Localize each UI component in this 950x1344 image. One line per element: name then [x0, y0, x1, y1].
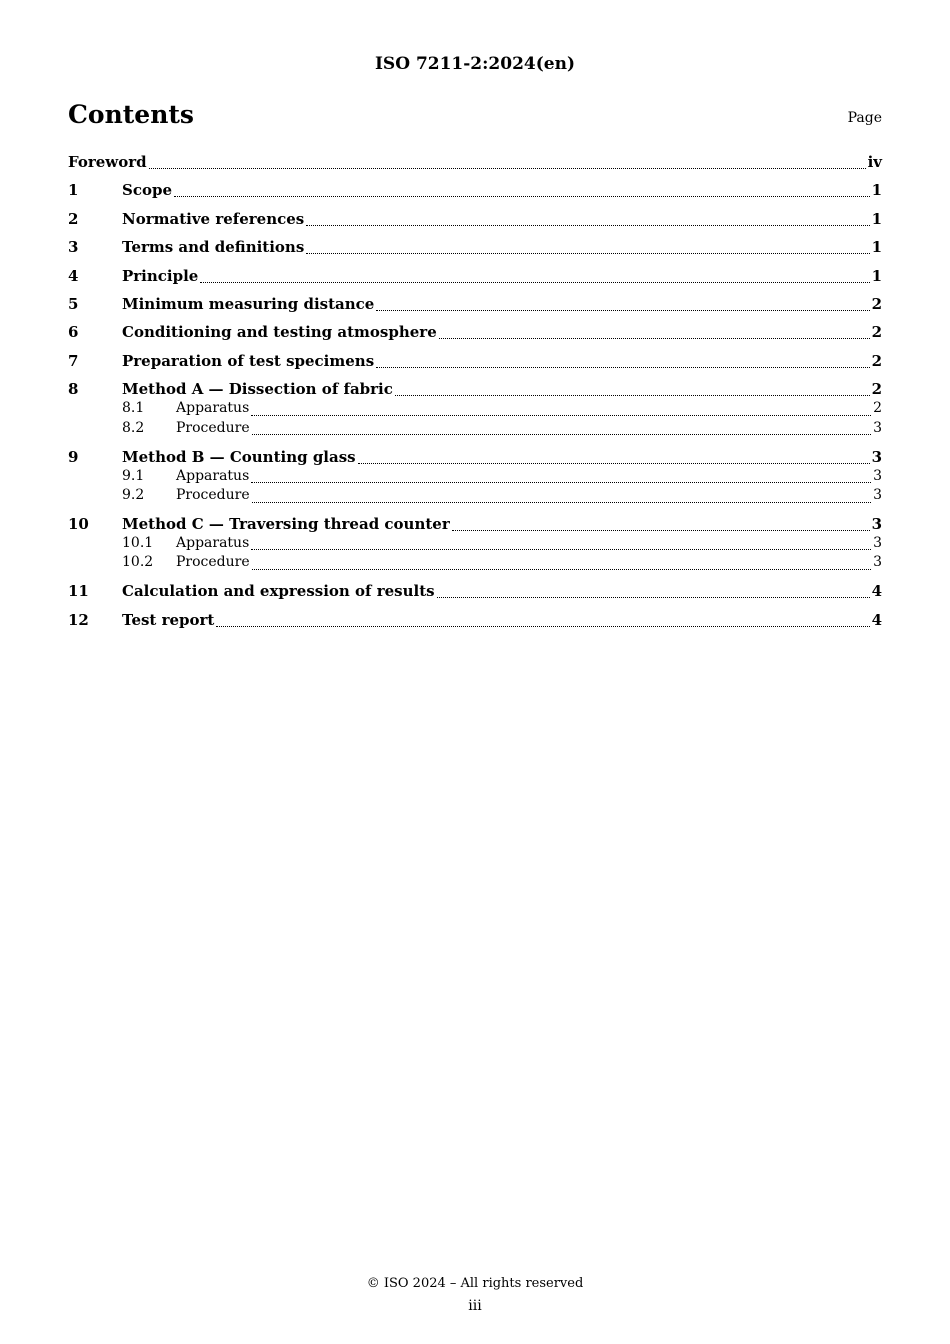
toc-entry-title: Apparatus	[176, 534, 250, 551]
toc-entry-8[interactable]	[68, 380, 882, 400]
toc-entry-title: Test report	[122, 610, 215, 629]
toc-entry-number: 5	[68, 294, 79, 313]
toc-entry-title: Scope	[122, 181, 173, 200]
toc-entry-page: 3	[873, 467, 882, 484]
toc-entry-title: Procedure	[176, 487, 250, 504]
toc-entry-4[interactable]	[68, 267, 882, 287]
toc-entry-number: 11	[68, 582, 89, 601]
leader-dots	[437, 596, 870, 598]
leader-dots	[252, 501, 871, 503]
toc-entry-11[interactable]	[68, 582, 882, 602]
toc-entry-page: 3	[873, 487, 882, 504]
toc-entry-number: 2	[68, 209, 79, 228]
toc-entry-page: 4	[871, 610, 882, 629]
toc-entry-5[interactable]	[68, 295, 882, 315]
toc-entry-title: Method C — Traversing thread counter	[122, 514, 450, 533]
toc-entry-page: 2	[871, 351, 882, 370]
toc-entry-8-2[interactable]	[68, 420, 882, 440]
toc-entry-page: 3	[873, 419, 882, 436]
toc-entry-3[interactable]	[68, 238, 882, 258]
toc-entry-title: Conditioning and testing atmosphere	[122, 323, 437, 342]
toc-entry-number: 8.1	[122, 400, 145, 417]
leader-dots	[252, 433, 871, 435]
toc-entry-number: 10.1	[122, 534, 154, 551]
toc-entry-10[interactable]	[68, 515, 882, 535]
toc-entry-1[interactable]	[68, 181, 882, 201]
toc-entry-9-2[interactable]	[68, 487, 882, 507]
toc-entry-number: 10	[68, 514, 89, 533]
toc-entry-page: 2	[873, 400, 882, 417]
toc-entry-number: 9.2	[122, 487, 145, 504]
toc-entry-title: Foreword	[68, 153, 147, 171]
toc-entry-page: 1	[871, 238, 882, 257]
toc-entry-9[interactable]	[68, 448, 882, 468]
toc-entry-title: Apparatus	[176, 467, 250, 484]
leader-dots	[452, 529, 870, 531]
toc-entry-10-2[interactable]	[68, 554, 882, 574]
toc-entry-7[interactable]	[68, 352, 882, 372]
toc-entry-number: 10.2	[122, 554, 154, 571]
toc-entry-12[interactable]	[68, 611, 882, 631]
toc-entry-number: 6	[68, 323, 79, 342]
leader-dots	[376, 309, 869, 311]
leader-dots	[251, 548, 871, 550]
page-number: iii	[468, 1298, 482, 1314]
toc-entry-page: 3	[871, 514, 882, 533]
toc-entry-number: 7	[68, 351, 79, 370]
leader-dots	[306, 252, 869, 254]
leader-dots	[149, 167, 866, 169]
toc-entry-number: 9.1	[122, 467, 145, 484]
toc-entry-title: Normative references	[122, 209, 305, 228]
toc-entry-number: 12	[68, 610, 89, 629]
leader-dots	[376, 366, 869, 368]
leader-dots	[306, 224, 869, 226]
leader-dots	[358, 462, 870, 464]
leader-dots	[395, 394, 870, 396]
toc-entry-page: iv	[867, 153, 882, 171]
leader-dots	[200, 281, 869, 283]
toc-entry-10-1[interactable]	[68, 535, 882, 555]
toc-entry-title: Minimum measuring distance	[122, 294, 375, 313]
toc-entry-title: Preparation of test specimens	[122, 351, 375, 370]
toc-entry-title: Calculation and expression of results	[122, 582, 435, 601]
leader-dots	[174, 195, 870, 197]
leader-dots	[252, 568, 871, 570]
leader-dots	[251, 414, 871, 416]
toc-entry-foreword[interactable]	[68, 153, 882, 173]
toc-entry-6[interactable]	[68, 323, 882, 343]
toc-entry-number: 3	[68, 238, 79, 257]
toc-entry-page: 3	[873, 554, 882, 571]
toc-entry-2[interactable]	[68, 210, 882, 230]
toc-entry-page: 1	[871, 209, 882, 228]
page-column-label: Page	[847, 110, 882, 126]
document-id-header: ISO 7211-2:2024(en)	[374, 54, 575, 74]
toc-entry-page: 4	[871, 582, 882, 601]
leader-dots	[439, 337, 870, 339]
toc-entry-title: Principle	[122, 266, 199, 285]
toc-entry-title: Terms and definitions	[122, 238, 305, 257]
toc-entry-number: 4	[68, 266, 79, 285]
toc-entry-page: 2	[871, 294, 882, 313]
toc-entry-page: 2	[871, 323, 882, 342]
toc-entry-8-1[interactable]	[68, 400, 882, 420]
toc-entry-number: 9	[68, 447, 79, 466]
toc-entry-number: 8.2	[122, 419, 145, 436]
leader-dots	[216, 625, 869, 627]
leader-dots	[251, 481, 871, 483]
toc-entry-title: Method B — Counting glass	[122, 447, 356, 466]
toc-entry-number: 1	[68, 181, 79, 200]
toc-entry-number: 8	[68, 380, 79, 399]
table-of-contents	[68, 153, 882, 631]
toc-entry-title: Procedure	[176, 554, 250, 571]
toc-entry-9-1[interactable]	[68, 468, 882, 488]
toc-entry-title: Apparatus	[176, 400, 250, 417]
toc-entry-page: 2	[871, 380, 882, 399]
toc-entry-page: 3	[873, 534, 882, 551]
copyright-notice: © ISO 2024 – All rights reserved	[366, 1276, 584, 1291]
toc-entry-page: 3	[871, 447, 882, 466]
toc-entry-title: Procedure	[176, 419, 250, 436]
toc-entry-page: 1	[871, 181, 882, 200]
toc-entry-page: 1	[871, 266, 882, 285]
contents-title: Contents	[68, 100, 195, 129]
toc-entry-title: Method A — Dissection of fabric	[122, 380, 393, 399]
